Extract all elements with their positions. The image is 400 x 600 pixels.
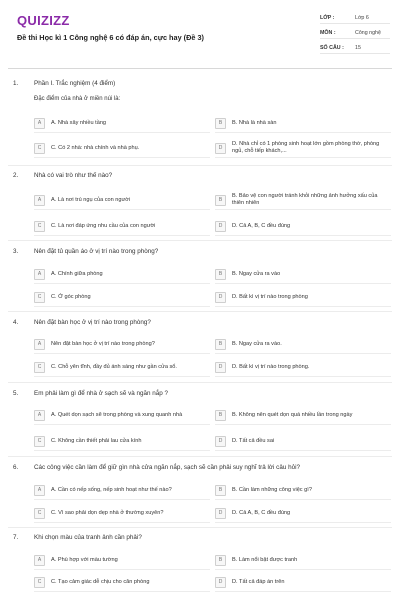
option-a[interactable] xyxy=(34,264,210,284)
option-text: C. Vì sao phải dọn dẹp nhà ở thường xuyên? xyxy=(51,509,164,516)
option-text: A. Là nơi trú ngụ của con người xyxy=(51,196,131,203)
option-underline xyxy=(34,376,210,377)
option-text: D. Bất kì vị trí nào trong phòng. xyxy=(232,363,310,370)
option-text: B. Bảo vệ con người tránh khỏi những ảnh hưởng xấu của thiên nhiên xyxy=(232,193,378,206)
question-text: Nên đặt tủ quần áo ở vị trí nào trong phòng? xyxy=(34,248,159,255)
option-underline xyxy=(215,522,391,523)
option-letter-badge: A xyxy=(34,410,45,421)
option-c[interactable] xyxy=(34,357,210,377)
option-underline xyxy=(34,499,210,500)
option-text: C. Có 2 nhà: nhà chính và nhà phụ. xyxy=(51,144,140,151)
question-number: 5. xyxy=(13,390,19,397)
option-letter-badge: C xyxy=(34,143,45,154)
option-text: C. Chỗ yên tĩnh, đầy đủ ánh sáng như gần cửa sổ. xyxy=(51,363,177,370)
question-number: 7. xyxy=(13,534,19,541)
option-text: B. Ngay cửa ra vào. xyxy=(232,340,282,347)
option-letter-badge: C xyxy=(34,292,45,303)
option-a[interactable] xyxy=(34,480,210,500)
option-letter-badge: A xyxy=(34,118,45,129)
option-letter-badge: A xyxy=(34,555,45,566)
option-a[interactable] xyxy=(34,550,210,570)
option-b[interactable] xyxy=(215,264,391,284)
option-letter-badge: A xyxy=(34,485,45,496)
option-b[interactable] xyxy=(215,550,391,570)
option-a[interactable] xyxy=(34,190,210,210)
meta-value: Lớp 6 xyxy=(355,14,369,21)
meta-label: SỐ CÂU : xyxy=(320,44,344,51)
option-underline xyxy=(215,376,391,377)
option-letter-badge: D xyxy=(215,292,226,303)
option-underline xyxy=(215,132,391,133)
option-text: D. Tất cả đáp án trên xyxy=(232,578,285,585)
option-text: Nên đặt bàn học ở vị trí nào trong phòng? xyxy=(51,340,155,347)
option-letter-badge: C xyxy=(34,577,45,588)
question-subtext: Đặc điểm của nhà ở miền núi là: xyxy=(34,96,121,102)
option-text: B. Không nên quét dọn quá nhiều lần trong ngày xyxy=(232,411,353,418)
question-separator xyxy=(8,382,392,383)
option-b[interactable] xyxy=(215,405,391,425)
option-underline xyxy=(34,235,210,236)
meta-label: LỚP : xyxy=(320,14,335,21)
option-underline xyxy=(34,569,210,570)
option-underline xyxy=(215,306,391,307)
option-c[interactable] xyxy=(34,503,210,523)
meta-question-count xyxy=(320,42,390,54)
question-text: Nên đặt bàn học ở vị trí nào trong phòng? xyxy=(34,319,151,326)
option-text: B. Ngay cửa ra vào xyxy=(232,270,281,277)
option-letter-badge: B xyxy=(215,485,226,496)
option-underline xyxy=(215,157,391,158)
question-text: Em phải làm gì để nhà ở sạch sẽ và ngăn nắp ? xyxy=(34,390,168,397)
question-number: 3. xyxy=(13,248,19,255)
option-underline xyxy=(215,209,391,210)
option-letter-badge: A xyxy=(34,195,45,206)
option-b[interactable] xyxy=(215,190,391,210)
question-text: Phần I. Trắc nghiệm (4 điểm) xyxy=(34,80,116,87)
option-underline xyxy=(34,283,210,284)
option-underline xyxy=(34,450,210,451)
option-text: D. Bất kì vị trí nào trong phòng xyxy=(232,293,308,300)
question-separator xyxy=(8,311,392,312)
option-underline xyxy=(215,235,391,236)
option-text: A. Phù hợp với màu tường xyxy=(51,556,118,563)
question-separator xyxy=(8,456,392,457)
question-number: 2. xyxy=(13,172,19,179)
option-c[interactable] xyxy=(34,572,210,592)
question-text: Khi chọn màu của tranh ảnh cần phải? xyxy=(34,534,142,541)
question-text: Các công việc cần làm để giữ gìn nhà cửa ngăn nắp, sạch sẽ cần phải suy nghĩ trả lời câu hỏi? xyxy=(34,464,300,471)
option-text: C. Không cần thiết phải lau cửa kính xyxy=(51,437,142,444)
option-letter-badge: B xyxy=(215,410,226,421)
option-letter-badge: C xyxy=(34,221,45,232)
option-text: A. Quét dọn sạch sẽ trong phòng và xung quanh nhà xyxy=(51,411,183,418)
option-text: B. Làm nổi bật được tranh xyxy=(232,556,298,563)
option-underline xyxy=(34,353,210,354)
meta-value: Công nghệ xyxy=(355,29,381,36)
option-text: D. Cả A, B, C đều đúng xyxy=(232,509,291,516)
option-text: D. Cả A, B, C đều đúng xyxy=(232,222,291,229)
question-separator xyxy=(8,527,392,528)
option-text: C. Ở góc phòng xyxy=(51,293,91,300)
option-letter-badge: A xyxy=(34,339,45,350)
question-number: 1. xyxy=(13,80,19,87)
option-c[interactable] xyxy=(34,216,210,236)
option-b[interactable] xyxy=(215,480,391,500)
option-text: C. Là nơi đáp ứng nhu cầu của con người xyxy=(51,222,156,229)
option-d[interactable] xyxy=(215,503,391,523)
option-letter-badge: A xyxy=(34,269,45,280)
option-letter-badge: B xyxy=(215,555,226,566)
option-letter-badge: C xyxy=(34,436,45,447)
option-d[interactable] xyxy=(215,138,391,158)
option-a[interactable] xyxy=(34,405,210,425)
option-a[interactable] xyxy=(34,113,210,133)
option-text: A. Cần có nếp sống, nếp sinh hoạt như thế nào? xyxy=(51,486,172,493)
option-underline xyxy=(215,569,391,570)
question-separator xyxy=(8,240,392,241)
option-underline xyxy=(215,424,391,425)
option-underline xyxy=(34,132,210,133)
meta-subject xyxy=(320,27,390,39)
option-text: B. Nhà là nhà sàn xyxy=(232,119,277,126)
option-underline xyxy=(34,209,210,210)
option-letter-badge: D xyxy=(215,577,226,588)
option-text: D. Nhà chỉ có 1 phòng sinh hoạt lớn gồm phòng thờ, phòng ngủ, chỗ tiếp khách,... xyxy=(232,141,380,154)
option-text: C. Tạo cảm giác dễ chịu cho căn phòng xyxy=(51,578,150,585)
option-c[interactable] xyxy=(34,431,210,451)
option-text: A. Nhà xây nhiều tầng xyxy=(51,119,107,126)
option-a[interactable] xyxy=(34,334,210,354)
option-underline xyxy=(215,591,391,592)
option-underline xyxy=(34,522,210,523)
option-letter-badge: D xyxy=(215,436,226,447)
option-b[interactable] xyxy=(215,113,391,133)
page-title: Đề thi Học kì 1 Công nghệ 6 có đáp án, cực hay (Đề 3) xyxy=(17,33,204,42)
quizizz-logo: QUIZIZZ xyxy=(17,13,70,28)
option-letter-badge: D xyxy=(215,221,226,232)
worksheet-header xyxy=(0,0,400,68)
question-number: 4. xyxy=(13,319,19,326)
option-letter-badge: B xyxy=(215,195,226,206)
option-d[interactable] xyxy=(215,216,391,236)
option-underline xyxy=(215,353,391,354)
option-letter-badge: C xyxy=(34,508,45,519)
option-letter-badge: B xyxy=(215,118,226,129)
option-letter-badge: B xyxy=(215,339,226,350)
option-underline xyxy=(34,306,210,307)
meta-grade xyxy=(320,12,390,24)
question-text: Nhà có vai trò như thế nào? xyxy=(34,172,113,179)
option-d[interactable] xyxy=(215,431,391,451)
option-underline xyxy=(34,591,210,592)
option-underline xyxy=(34,424,210,425)
option-d[interactable] xyxy=(215,572,391,592)
option-letter-badge: D xyxy=(215,143,226,154)
option-letter-badge: C xyxy=(34,362,45,373)
option-text: B. Cần làm những công việc gì? xyxy=(232,486,312,493)
option-b[interactable] xyxy=(215,334,391,354)
question-number: 6. xyxy=(13,464,19,471)
option-d[interactable] xyxy=(215,287,391,307)
option-letter-badge: B xyxy=(215,269,226,280)
option-letter-badge: D xyxy=(215,508,226,519)
option-text: D. Tất cả đều sai xyxy=(232,437,275,444)
option-d[interactable] xyxy=(215,357,391,377)
option-c[interactable] xyxy=(34,287,210,307)
meta-label: MÔN : xyxy=(320,29,336,36)
option-underline xyxy=(215,450,391,451)
option-underline xyxy=(34,157,210,158)
option-underline xyxy=(215,283,391,284)
option-underline xyxy=(215,499,391,500)
meta-value: 15 xyxy=(355,44,361,51)
option-c[interactable] xyxy=(34,138,210,158)
option-letter-badge: D xyxy=(215,362,226,373)
question-separator xyxy=(8,165,392,166)
option-text: A. Chính giữa phòng xyxy=(51,270,103,277)
header-divider xyxy=(8,68,392,69)
